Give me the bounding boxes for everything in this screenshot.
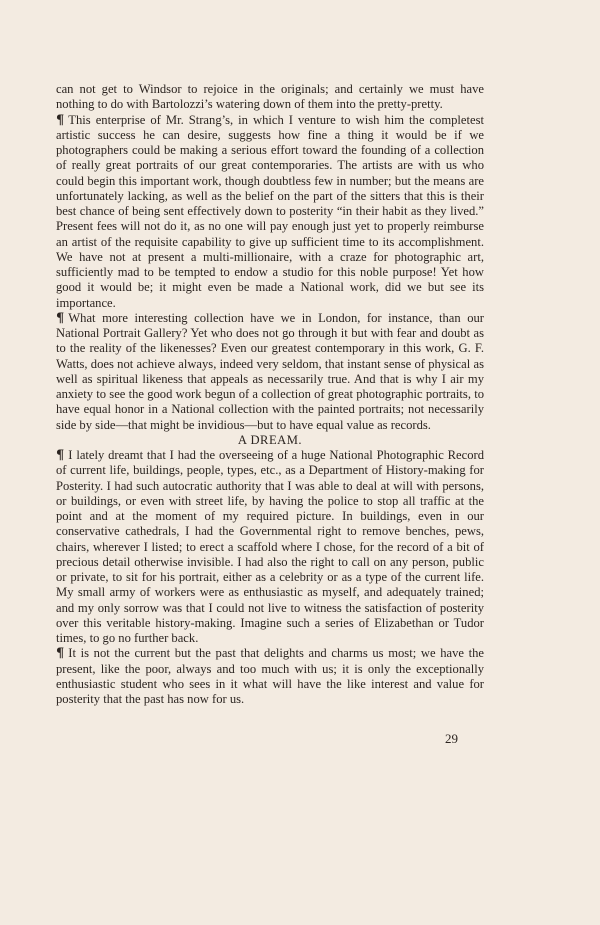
paragraph-4 bbox=[56, 448, 484, 646]
section-title: A DREAM. bbox=[237, 432, 303, 447]
paragraph-3 bbox=[56, 311, 484, 433]
pilcrow-icon: ¶ bbox=[56, 310, 65, 326]
pilcrow-icon: ¶ bbox=[56, 112, 65, 128]
page-number: 29 bbox=[445, 731, 458, 746]
paragraph-1 bbox=[56, 82, 484, 113]
pilcrow-icon: ¶ bbox=[56, 646, 65, 662]
paragraph-5 bbox=[56, 646, 484, 707]
paragraph-2-text: This enterprise of Mr. Strang’s, in which I venture to wish him the completest artistic success he can desire, suggests how fine a thing it would be if we photographers could be making a serious effort toward the founding of a collection of really great portraits of our great contemporaries. The artists are with us who could begin this important work, though doubtless few in number; but the means are unfortunately lacking, as well as the belief on the part of the sitters that this is their best chance of being sent effectively down to posterity “in their habit as they lived.” Present fees will not do it, as no one will pay enough just yet to properly reimburse an artist of the requisite capability to give up sufficient time to its accomplishment. We have not at present a multi-millionaire, with a craze for photographic art, sufficiently mad to be tempted to endow a studio for this noble purpose! Yet how good it would be; it might even be made a National work, did we but see its importance. bbox=[56, 112, 484, 310]
pilcrow-icon: ¶ bbox=[56, 448, 65, 463]
paragraph-1-text: can not get to Windsor to rejoice in the originals; and certainly we must have nothing to do with Bartolozzi’s watering down of them into the pretty-pretty. bbox=[56, 82, 484, 112]
paragraph-3-text: What more interesting collection have we in London, for instance, than our National Portrait Gallery? Yet who does not go through it but with fear and doubt as to the reality of the likenesses? Even our greatest contemporary in this work, G. F. Watts, does not achieve always, indeed very seldom, that instant sense of physical as well as spiritual likeness that appeals as necessarily true. And that is why I air my anxiety to see the good work begun of a collection of great photographic portraits, to have equal honor in a National collection with the painted portraits; not necessarily side by side—that might be invidious—but to have equal value as records. bbox=[56, 310, 484, 432]
paragraph-4-text: I lately dreamt that I had the overseeing of a huge National Photographic Record of current life, buildings, people, types, etc., as a Department of History-making for Posterity. I had such autocratic authority that I was able to deal at will with persons, or buildings, or even with street life, by having the police to stop all traffic at the point and at the moment of my required picture. In buildings, even in our conservative cathedrals, I had the Governmental right to remove benches, pews, chairs, wherever I listed; to erect a scaffold where I chose, for the record of a bit of precious detail otherwise invisible. I had also the right to call on any person, public or private, to sit for his portrait, either as a celebrity or as a type of the current life. My small army of workers were as enthusiastic as myself, and adequately trained; and my only sorrow was that I could not live to witness the satisfaction of posterity over this veritable history-making. Imagine such a series of Elizabethan or Tudor times, to go no further back. bbox=[56, 448, 484, 645]
page-body bbox=[56, 82, 484, 707]
paragraph-5-text: It is not the current but the past that delights and charms us most; we have the present, like the poor, always and too much with us; it is only the exceptionally enthusiastic student who sees in it what will have the like interest and value for posterity that the past has now for us. bbox=[56, 646, 484, 706]
paragraph-2 bbox=[56, 113, 484, 311]
